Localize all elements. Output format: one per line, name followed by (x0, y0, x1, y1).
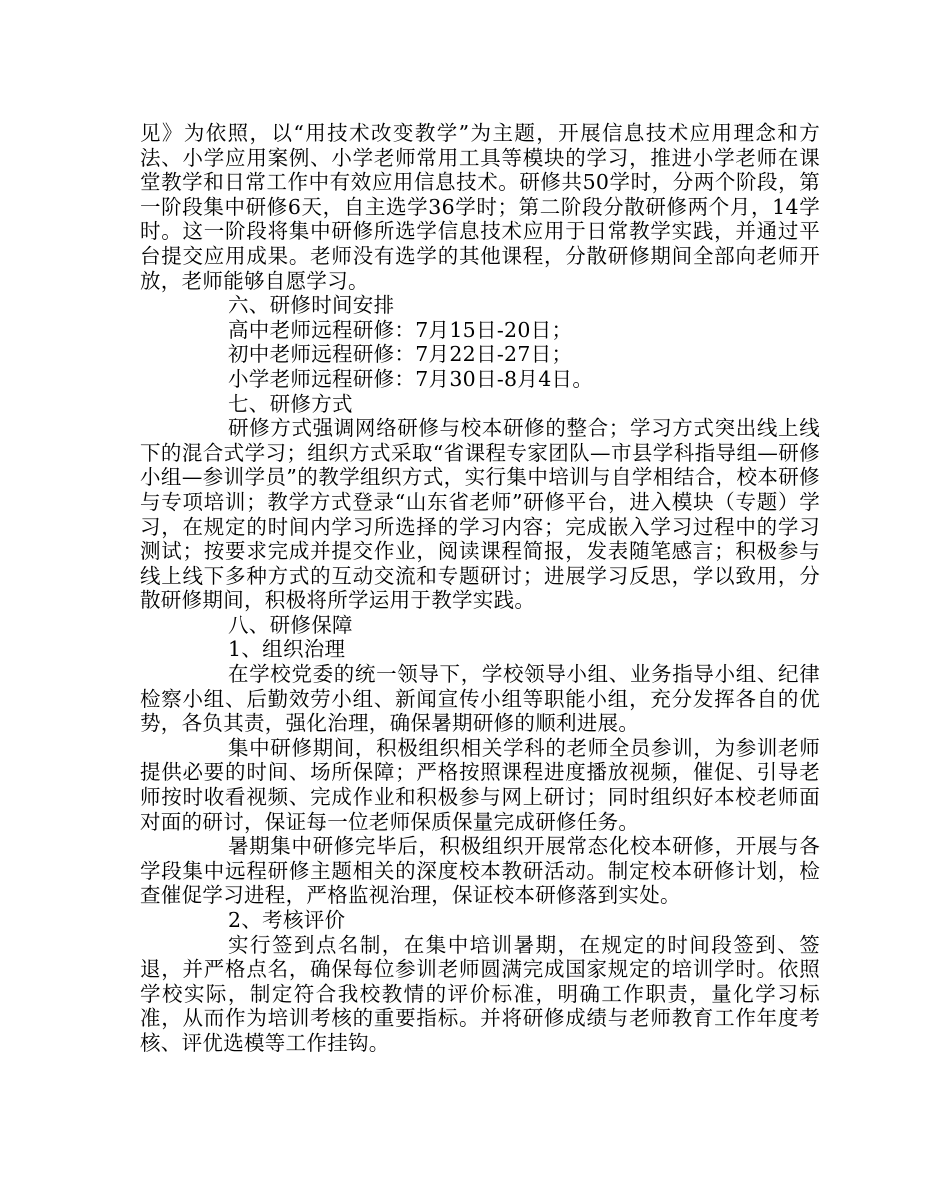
section-heading-schedule: 六、研修时间安排 (228, 293, 395, 318)
paragraph-assessment: 实行签到点名制，在集中培训暑期，在规定的时间段签到、签退，并严格点名，确保每位参训老师圆满完成国家规定的培训学时。依照学校实际，制定符合我校教情的评价标准，明确工作职责，量化学习标准，从而作为培训考核的重要指标。并将研修成绩与老师教育工作年度考核、评优选模等工作挂钩。 (140, 932, 820, 1055)
section-heading-guarantee: 八、研修保障 (228, 612, 353, 637)
schedule-item-high-school: 高中老师远程研修：7月15日-20日； (228, 317, 573, 342)
section-heading-method: 七、研修方式 (228, 391, 353, 416)
schedule-item-middle-school: 初中老师远程研修：7月22日-27日； (228, 342, 573, 367)
paragraph-school-based-training: 暑期集中研修完毕后，积极组织开展常态化校本研修，开展与各学段集中远程研修主题相关的深度校本教研活动。制定校本研修计划，检查催促学习进程，严格监视治理，保证校本研修落到实处。 (140, 834, 820, 908)
paragraph-centralized-training: 集中研修期间，积极组织相关学科的老师全员参训，为参训老师提供必要的时间、场所保障；严格按照课程进度播放视频，催促、引导老师按时收看视频、完成作业和积极参与网上研讨；同时组织好本校老师面对面的研讨，保证每一位老师保质保量完成研修任务。 (140, 735, 820, 834)
paragraph-organization: 在学校党委的统一领导下，学校领导小组、业务指导小组、纪律检察小组、后勤效劳小组、新闻宣传小组等职能小组，充分发挥各自的优势，各负其责，强化治理，确保暑期研修的顺利进展。 (140, 662, 820, 736)
subheading-assessment: 2、考核评价 (228, 908, 346, 932)
paragraph-continuation: 见》为依照，以“用技术改变教学”为主题，开展信息技术应用理念和方法、小学应用案例、小学老师常用工具等模块的学习，推进小学老师在课堂教学和日常工作中有效应用信息技术。研修共50学时，分两个阶段，第一阶段集中研修6天，自主选学36学时；第二阶段分散研修两个月，14学时。这一阶段将集中研修所选学信息技术应用于日常教学实践，并通过平台提交应用成果。老师没有选学的其他课程，分散研修期间全部向老师开放，老师能够自愿学习。 (140, 121, 820, 293)
document-body (140, 121, 820, 1056)
paragraph-method: 研修方式强调网络研修与校本研修的整合；学习方式突出线上线下的混合式学习；组织方式采取“省课程专家团队—市县学科指导组—研修小组—参训学员”的教学组织方式，实行集中培训与自学相结合，校本研修与专项培训；教学方式登录“山东省老师”研修平台，进入模块（专题）学习，在规定的时间内学习所选择的学习内容；完成嵌入学习过程中的学习测试；按要求完成并提交作业，阅读课程简报，发表随笔感言；积极参与线上线下多种方式的互动交流和专题研讨；进展学习反思，学以致用，分散研修期间，积极将所学运用于教学实践。 (140, 416, 820, 613)
schedule-item-primary-school: 小学老师远程研修：7月30日-8月4日。 (228, 366, 594, 391)
subheading-organization: 1、组织治理 (228, 637, 346, 662)
